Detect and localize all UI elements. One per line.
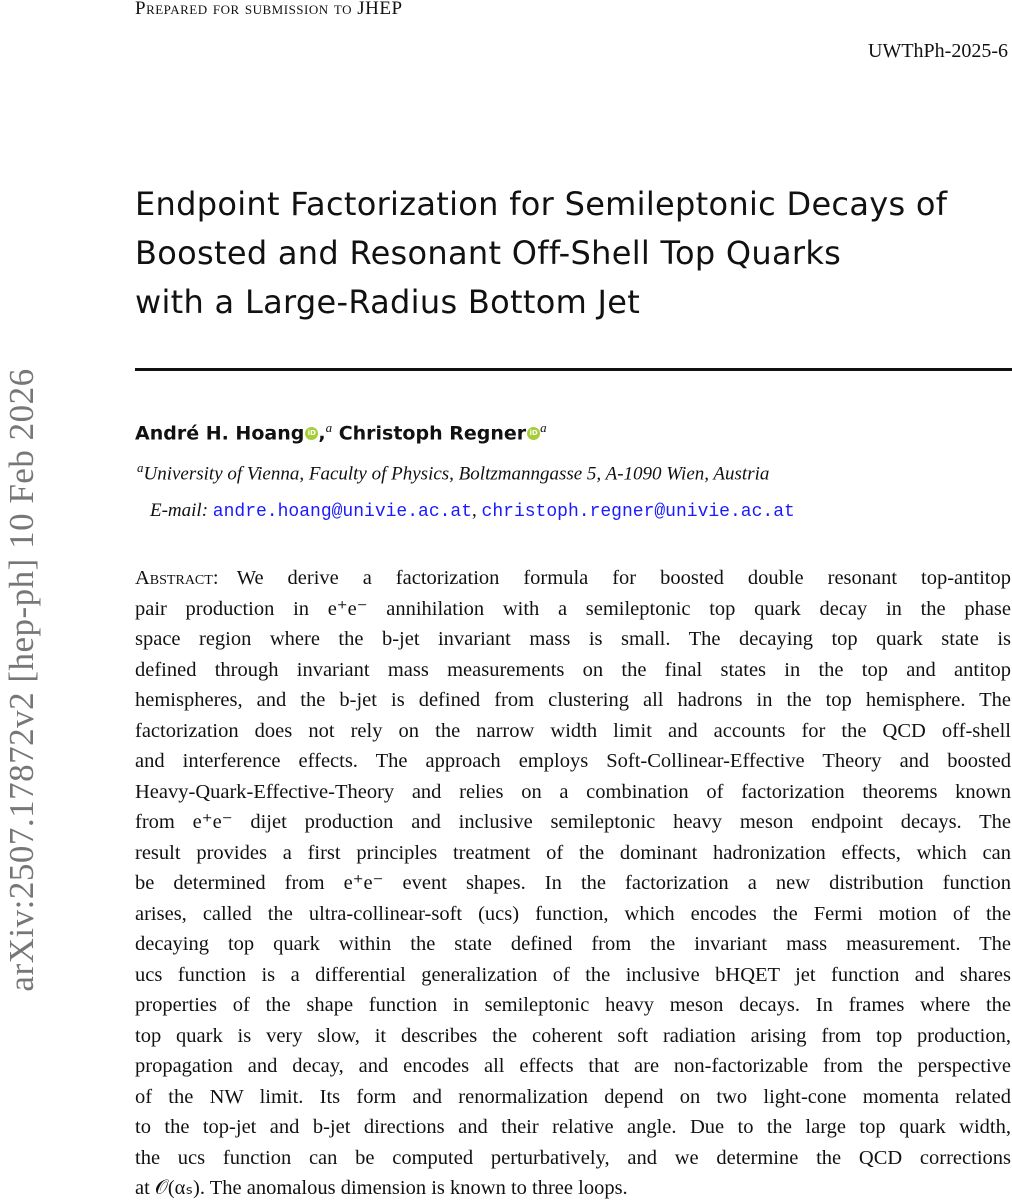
title-line: Boosted and Resonant Off-Shell Top Quarks [135, 234, 842, 272]
abstract-line [135, 563, 1011, 594]
abstract-line: defined through invariant mass measurements on the final states in the top and antitop [135, 658, 1011, 681]
author-list [135, 420, 547, 444]
email-separator: , [472, 500, 477, 521]
affiliation [137, 460, 769, 485]
abstract-line: space region where the b-jet invariant mass is small. The decaying top quark state is [135, 628, 1011, 650]
abstract-line: to the top-jet and b-jet directions and their relative angle. Due to the large top quark width, [135, 1116, 1011, 1138]
abstract-line: pair production in e⁺e⁻ annihilation with a semileptonic top quark decay in the phase [135, 597, 1011, 620]
paper-title [135, 180, 947, 327]
abstract-line: propagation and decay, and encodes all effects that are non-factorizable from the perspective [135, 1055, 1011, 1077]
preprint-number: UWThPh-2025-6 [868, 40, 1008, 62]
abstract-line: from e⁺e⁻ dijet production and inclusive semileptonic heavy meson endpoint decays. The [135, 811, 1011, 833]
abstract-line: arises, called the ultra-collinear-soft (ucs) function, which encodes the Fermi motion of the [135, 902, 1011, 925]
abstract-line: factorization does not rely on the narrow width limit and accounts for the QCD off-shell [135, 719, 1011, 742]
affiliation-mark: a [137, 460, 144, 475]
abstract-line: of the NW limit. Its form and renormalization depend on two light-cone momenta related [135, 1085, 1011, 1108]
abstract-line: and interference effects. The approach employs Soft-Collinear-Effective Theory and boosted [135, 750, 1011, 772]
email-line [150, 500, 795, 522]
abstract-line: properties of the shape function in semileptonic heavy meson decays. In frames where the [135, 994, 1011, 1016]
email-link[interactable]: andre.hoang@univie.ac.at [212, 502, 473, 522]
affiliation-text: University of Vienna, Faculty of Physics, Boltzmanngasse 5, A-1090 Wien, Austria [143, 463, 770, 485]
abstract-line: the ucs function can be computed perturbatively, and we determine the QCD corrections [135, 1146, 1011, 1169]
abstract-line: decaying top quark within the state defined from the invariant mass measurement. The [135, 933, 1011, 955]
abstract-label: Abstract: [135, 567, 219, 589]
abstract-line: Heavy-Quark-Effective-Theory and relies on a combination of factorization theorems known [135, 780, 1011, 803]
orcid-icon[interactable]: iD [527, 427, 540, 440]
author-name: André H. Hoang [135, 422, 305, 445]
title-rule [135, 368, 1012, 371]
author-name: Christoph Regner [338, 422, 527, 445]
abstract-line: result provides a first principles treatment of the dominant hadronization effects, which can [135, 841, 1011, 864]
email-label: E-mail: [150, 500, 209, 521]
abstract-line: hemispheres, and the b-jet is defined from clustering all hadrons in the top hemisphere. The [135, 689, 1011, 711]
email-link[interactable]: christoph.regner@univie.ac.at [481, 502, 795, 522]
abstract-line: be determined from e⁺e⁻ event shapes. In the factorization a new distribution function [135, 872, 1011, 894]
abstract-line: ucs function is a differential generalization of the inclusive bHQET jet function and shares [135, 963, 1011, 986]
affiliation-mark: a [325, 420, 333, 435]
title-line: Endpoint Factorization for Semileptonic Decays of [135, 185, 948, 223]
abstract [135, 563, 1011, 1204]
submission-note: Prepared for submission to JHEP [135, 0, 403, 19]
abstract-line: at 𝒪(αₛ). The anomalous dimension is known to three loops. [135, 1177, 628, 1199]
arxiv-stamp: arXiv:2507.17872v2 [hep-ph] 10 Feb 2026 [2, 368, 41, 992]
affiliation-mark: a [540, 420, 547, 435]
abstract-text: We derive a factorization formula for boosted double resonant top-antitop [236, 567, 1011, 589]
abstract-line: top quark is very slow, it describes the coherent soft radiation arising from top production, [135, 1024, 1011, 1047]
author-separator: , [318, 422, 326, 445]
title-line: with a Large-Radius Bottom Jet [135, 283, 641, 321]
orcid-icon[interactable]: iD [305, 427, 318, 440]
